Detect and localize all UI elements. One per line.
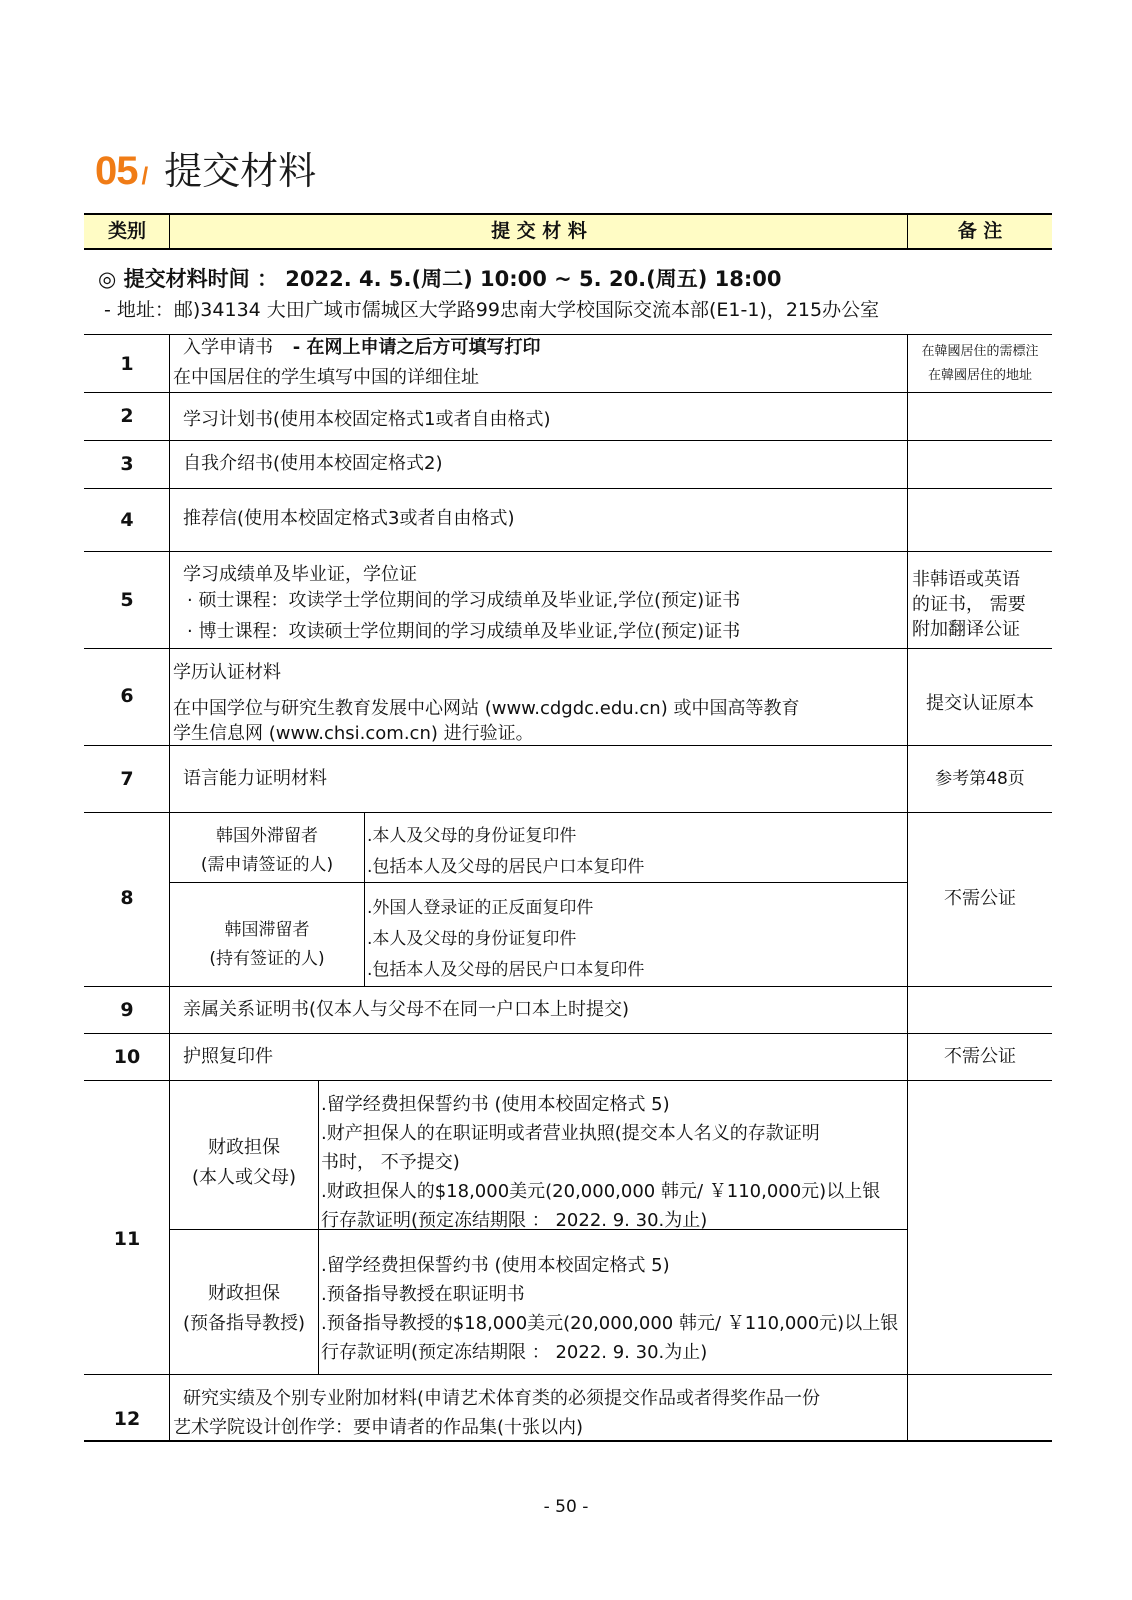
row8-group-a-label2: (需申请签证的人): [200, 855, 334, 875]
row5-note-line3: 附加翻译公证: [912, 619, 1020, 640]
row11-group-a-label1: 财政担保: [208, 1137, 280, 1158]
row11-group-a-item2: .财产担保人的在职证明或者营业执照(提交本人名义的存款证明: [321, 1123, 820, 1144]
section-heading: 提交材料: [164, 149, 317, 193]
row-number: 1: [120, 353, 134, 375]
row7-note: 参考第48页: [935, 769, 1025, 789]
row8-group-b-label1: 韩国滞留者: [224, 920, 310, 940]
row-number: 6: [120, 685, 134, 707]
row10-text: 护照复印件: [183, 1046, 273, 1067]
row10-note: 不需公证: [944, 1046, 1016, 1067]
row1-note-line2: 在韓國居住的地址: [927, 368, 1032, 383]
row-number: 8: [120, 887, 134, 909]
row5-title: 学习成绩单及毕业证，学位证: [183, 564, 417, 585]
row6-title: 学历认证材料: [173, 662, 281, 683]
row1-title-instruction: - 在网上申请之后方可填写打印: [292, 337, 541, 358]
row-number: 11: [113, 1228, 141, 1250]
row-number: 12: [113, 1408, 141, 1430]
page-number: - 50 -: [543, 1497, 589, 1517]
row8-note: 不需公证: [944, 888, 1016, 909]
row2-text: 学习计划书(使用本校固定格式1或者自由格式): [183, 409, 551, 430]
header-category: 类别: [107, 220, 146, 242]
header-divider: [907, 215, 908, 248]
row11-group-b-item1: .留学经费担保誓约书 (使用本校固定格式 5): [321, 1255, 670, 1276]
row-number: 4: [120, 509, 134, 531]
header-divider: [169, 215, 170, 248]
section-number: 05: [95, 149, 138, 193]
row4-text: 推荐信(使用本校固定格式3或者自由格式): [183, 508, 515, 529]
row-number: 5: [120, 589, 134, 611]
row11-group-a-item1: .留学经费担保誓约书 (使用本校固定格式 5): [321, 1094, 670, 1115]
row8-group-b-item1: .外国人登录证的正反面复印件: [367, 898, 594, 918]
row11-group-a-label2: (本人或父母): [191, 1167, 297, 1188]
section-title: [95, 140, 316, 200]
row7-text: 语言能力证明材料: [183, 768, 327, 789]
column-line: [364, 812, 365, 986]
row11-group-a-item3-cont: 行存款证明(预定冻结期限 ： 2022. 9. 30.为止): [321, 1210, 708, 1231]
row11-group-a-item3: .财政担保人的$18,000美元(20,000,000 韩元/ ￥110,000元)以上银: [321, 1181, 881, 1202]
row11-group-b-item2: .预备指导教授在职证明书: [321, 1284, 525, 1305]
row11-group-b-item3: .预备指导教授的$18,000美元(20,000,000 韩元/ ￥110,000元)以上银: [321, 1313, 899, 1334]
submission-address: - 地址：邮)34134 大田广域市儒城区大学路99忠南大学校国际交流本部(E1-1)，215办公室: [104, 299, 880, 321]
row6-note: 提交认证原本: [926, 693, 1034, 714]
row6-detail-line2: 学生信息网 (www.chsi.com.cn) 进行验证。: [173, 723, 534, 744]
row12-line1: 研究实绩及个别专业附加材料(申请艺术体育类的必须提交作品或者得奖作品一份: [183, 1388, 821, 1409]
row12-line2: 艺术学院设计创作学：要申请者的作品集(十张以内): [173, 1417, 584, 1438]
row8-group-b-item2: .本人及父母的身份证复印件: [367, 929, 577, 949]
column-line: [318, 1080, 319, 1374]
row5-masters: · 硕士课程：攻读学士学位期间的学习成绩单及毕业证,学位(预定)证书: [187, 590, 741, 611]
row8-group-a-item2: .包括本人及父母的居民户口本复印件: [367, 857, 645, 877]
row11-group-a-item2-cont: 书时， 不予提交): [321, 1152, 460, 1173]
row5-doctoral: · 博士课程：攻读硕士学位期间的学习成绩单及毕业证,学位(预定)证书: [187, 621, 741, 642]
row9-text: 亲属关系证明书(仅本人与父母不在同一户口本上时提交): [183, 999, 630, 1020]
row1-detail: 在中国居住的学生填写中国的详细住址: [173, 367, 479, 388]
row1-title-main: 入学申请书: [183, 337, 273, 358]
row1-note-line1: 在韓國居住的需標注: [921, 344, 1039, 359]
row8-group-b-label2: (持有签证的人): [209, 949, 325, 969]
row-number: 2: [120, 405, 134, 427]
row-number: 7: [120, 768, 134, 790]
row11-group-b-label1: 财政担保: [208, 1283, 280, 1304]
row11-group-b-item3-cont: 行存款证明(预定冻结期限 ： 2022. 9. 30.为止): [321, 1342, 708, 1363]
section-slash: /: [141, 163, 149, 190]
row-number: 3: [120, 453, 134, 475]
row-number: 9: [120, 999, 134, 1021]
row1-title: [183, 336, 540, 360]
row-line: [170, 882, 908, 883]
row11-group-b-label2: (预备指导教授): [182, 1313, 306, 1334]
row3-text: 自我介绍书(使用本校固定格式2): [183, 453, 443, 474]
row5-note-line2: 的证书， 需要: [912, 594, 1026, 615]
row8-group-a-item1: .本人及父母的身份证复印件: [367, 826, 577, 846]
row8-group-b-item3: .包括本人及父母的居民户口本复印件: [367, 960, 645, 980]
row-number: 10: [113, 1046, 141, 1068]
header-notes: 备 注: [957, 220, 1003, 242]
row6-detail-line1: 在中国学位与研究生教育发展中心网站 (www.cdgdc.edu.cn) 或中国高等教育: [173, 698, 800, 719]
table-header: [84, 213, 1052, 250]
row5-note-line1: 非韩语或英语: [912, 569, 1020, 590]
row8-group-a-label1: 韩国外滞留者: [216, 826, 318, 846]
submission-time: ◎ 提交材料时间 ： 2022. 4. 5.(周二) 10:00 ~ 5. 20.(周五) 18:00: [98, 267, 782, 291]
header-materials: 提 交 材 料: [491, 220, 587, 242]
